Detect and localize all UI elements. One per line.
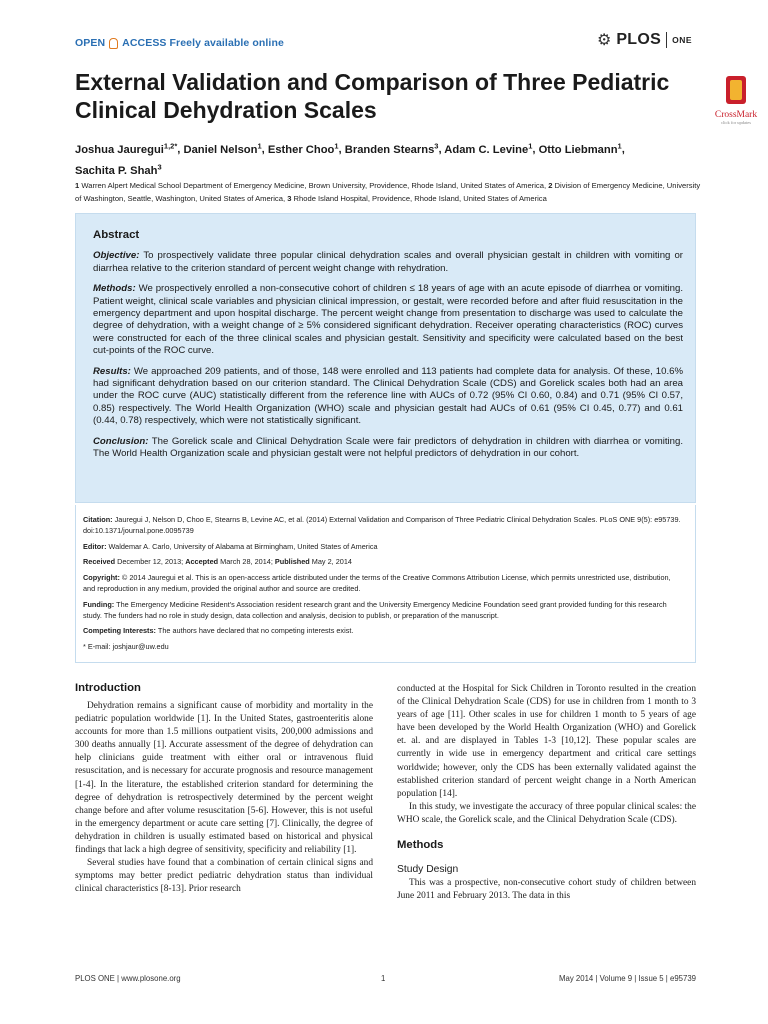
author: Adam C. Levine$^1$ — [444, 141, 533, 156]
dates: Received December 12, 2013; Accepted March 28, 2014; Published May 2, 2014 — [83, 557, 352, 567]
abstract-conclusion: Conclusion: The Gorelick scale and Clinical Dehydration Scale were fair predictors of dehydration in children with diarrhea or vomiting. The World Health Organization scale and physician gestalt were not helpful predictors of dehydration in our cohort. — [93, 435, 683, 460]
author: Sachita P. Shah$^3$ — [75, 162, 162, 178]
open-access-banner — [75, 37, 284, 49]
footer-journal: PLOS ONE | www.plosone.org — [75, 974, 181, 983]
abstract-objective: Objective: To prospectively validate three popular clinical dehydration scales and overall physician gestalt in children with vomiting or diarrhea relative to the criterion standard of percent weight change with rehydration. — [93, 250, 683, 274]
intro-paragraph: Several studies have found that a combination of certain clinical signs and symptoms may better predict pediatric dehydration status than individual clinical characteristics [8-13]. Prior research — [75, 858, 373, 895]
crossmark-badge[interactable] — [706, 74, 766, 125]
journal-logo-name: PLOS — [616, 31, 662, 48]
intro-paragraph: conducted at the Hospital for Sick Children in Toronto resulted in the creation of the Clinical Dehydration Scale (CDS) for use in children from 1 month to 3 years of age [11]. Other scales in use for children 1 month to 5 years of age have been developed by the World Health Organization (WHO) and Gorelick et. al. and are displayed in Tables 1-3 [10,12]. These popular scales are currently in wide use in emergency department and critical care settings worldwide; however, only the CDS has been externally validated against the established criterion standard of percent weight change in a North American population [14]. — [397, 684, 696, 799]
crossmark-label: CrossMark — [714, 110, 758, 120]
intro-paragraph: In this study, we investigate the accuracy of three popular clinical scales: the WHO scale, the Gorelick scale, and the Clinical Dehydration Scale (CDS). — [397, 801, 696, 825]
body-column-left — [75, 700, 373, 896]
study-design-paragraph: This was a prospective, non-consecutive cohort study of children between June 2011 and February 2013. The data in this — [397, 878, 696, 902]
crossmark-icon — [721, 74, 751, 108]
plos-gear-icon: ⚙ — [596, 32, 612, 49]
intro-paragraph: Dehydration remains a significant cause of morbidity and mortality in the pediatric population worldwide [1]. In the United States, gastroenteritis alone accounts for more than 1.5 millions outpatient visits, 200,000 admissions and 300 deaths annually [1]. Accurate assessment of the degree of dehydration can help clinicians guide treatment with either oral or intravenous fluid resuscitation, and is necessary for accurate prognosis and resource management [1-4]. In the literature, the established criterion standard for determining the degree of dehydration is retrospectively determined by the percent weight change before and after volume resuscitation [5-6]. However, this is not useful in the emergency department or acute care setting [7]. Clinically, the degree of dehydration in children is usually estimated based on historical and physical findings that lack a high degree of sensitivity, specificity and reliability [1]. — [75, 701, 373, 856]
open-lock-icon — [109, 38, 118, 49]
study-design-heading: Study Design — [397, 864, 459, 876]
article-title: External Validation and Comparison of Three Pediatric Clinical Dehydration Scales — [75, 69, 670, 123]
citation-box — [75, 505, 696, 663]
abstract-methods: Methods: We prospectively enrolled a non-consecutive cohort of children ≤ 18 years of age with an acute episode of diarrhea or vomiting. Patient weight, clinical scale variables and physician clinical impression, or gestalt, were recorded before and after fluid resuscitation in the emergency department and upon hospital discharge. The percent weight change from presentation to discharge was used to calculate the degree of dehydration, with a weight change of ≥ 5% considered significant dehydration. Receiver operating characteristics (ROC) curves were constructed for each of the three clinical scales and physician gestalt. Sensitivity and specificity were calculated based on the best cut-points of the ROC curve. — [93, 283, 683, 357]
author: Esther Choo$^1$ — [267, 141, 339, 156]
email[interactable]: * E-mail: joshjaur@uw.edu — [83, 642, 169, 652]
open-access-tagline: ACCESS Freely available online — [122, 37, 284, 49]
citation: Citation: Jauregui J, Nelson D, Choo E, Stearns B, Levine AC, et al. (2014) External Validation and Comparison of Three Pediatric Clinical Dehydration Scales. PLoS ONE 9(5): e95739. doi:10.1371/journal.pone.0095739 — [83, 515, 681, 535]
journal-logo — [597, 30, 692, 50]
author: Branden Stearns$^3$ — [344, 141, 439, 156]
abstract-results: Results: We approached 209 patients, and of those, 148 were enrolled and 113 patients had complete data for analysis. Of these, 10.6% had significant dehydration based on our criterion standard. The Clinical Dehydration Scale (CDS) and Gorelick scales both had an area under the ROC curve (AUC) statistically different from the reference line with AUCs of 0.72 (95% CI 0.60, 0.84) and 0.71 (95% CI 0.57, 0.85) respectively. The World Health Organization (WHO) scale and physician gestalt had AUCs of 0.61 (95% CI 0.45, 0.77) and 0.61 (0.44, 0.78) respectively, which were not statistically significant. — [93, 365, 683, 427]
author: Daniel Nelson$^1$ — [183, 141, 262, 156]
competing-interests: Competing Interests: The authors have declared that no competing interests exist. — [83, 626, 354, 636]
page-number: 1 — [381, 974, 386, 983]
abstract-heading: Abstract — [93, 229, 140, 241]
introduction-heading: Introduction — [75, 682, 141, 694]
abstract-box — [75, 213, 696, 503]
open-access-label: OPEN — [75, 37, 106, 49]
logo-divider — [666, 32, 667, 48]
editor: Editor: Waldemar A. Carlo, University of Alabama at Birmingham, United States of America — [83, 541, 378, 551]
footer-issue: May 2014 | Volume 9 | Issue 5 | e95739 — [559, 974, 696, 983]
funding: Funding: The Emergency Medicine Resident's Association resident research grant and the University Emergency Medicine Foundation seed grant provided funding for this research study. The funders had no role in study design, data collection and analysis, decision to publish, or preparation of the manuscript. — [83, 599, 667, 620]
copyright: Copyright: © 2014 Jauregui et al. This is an open-access article distributed under the terms of the Creative Commons Attribution License, which permits unrestricted use, distribution, and reproduction in any medium, provided the original author and source are credited. — [83, 573, 671, 593]
methods-heading: Methods — [397, 839, 444, 852]
crossmark-sub-label: click for updates — [721, 120, 751, 125]
author: Otto Liebmann$^1$ — [538, 141, 622, 156]
author: Joshua Jauregui$^{1,2*}$ — [75, 141, 178, 156]
journal-logo-sub: ONE — [672, 35, 692, 45]
author-list: Joshua Jauregui$^{1,2*}$, Daniel Nelson$^1$, Esther Choo$^1$, Branden Stearns$^3$, Adam C. Levine$^1$, Otto Liebmann$^1$, Sachita P. Shah$^3$ — [75, 141, 625, 178]
affiliations: 1 Warren Alpert Medical School Department of Emergency Medicine, Brown University, Providence, Rhode Island, United States of America, 2 Division of Emergency Medicine, University of Washington, Seattle, Washington, United States of America, 3 Rhode Island Hospital, Providence, Rhode Island, United States of America — [75, 181, 701, 203]
body-column-right — [397, 683, 696, 903]
